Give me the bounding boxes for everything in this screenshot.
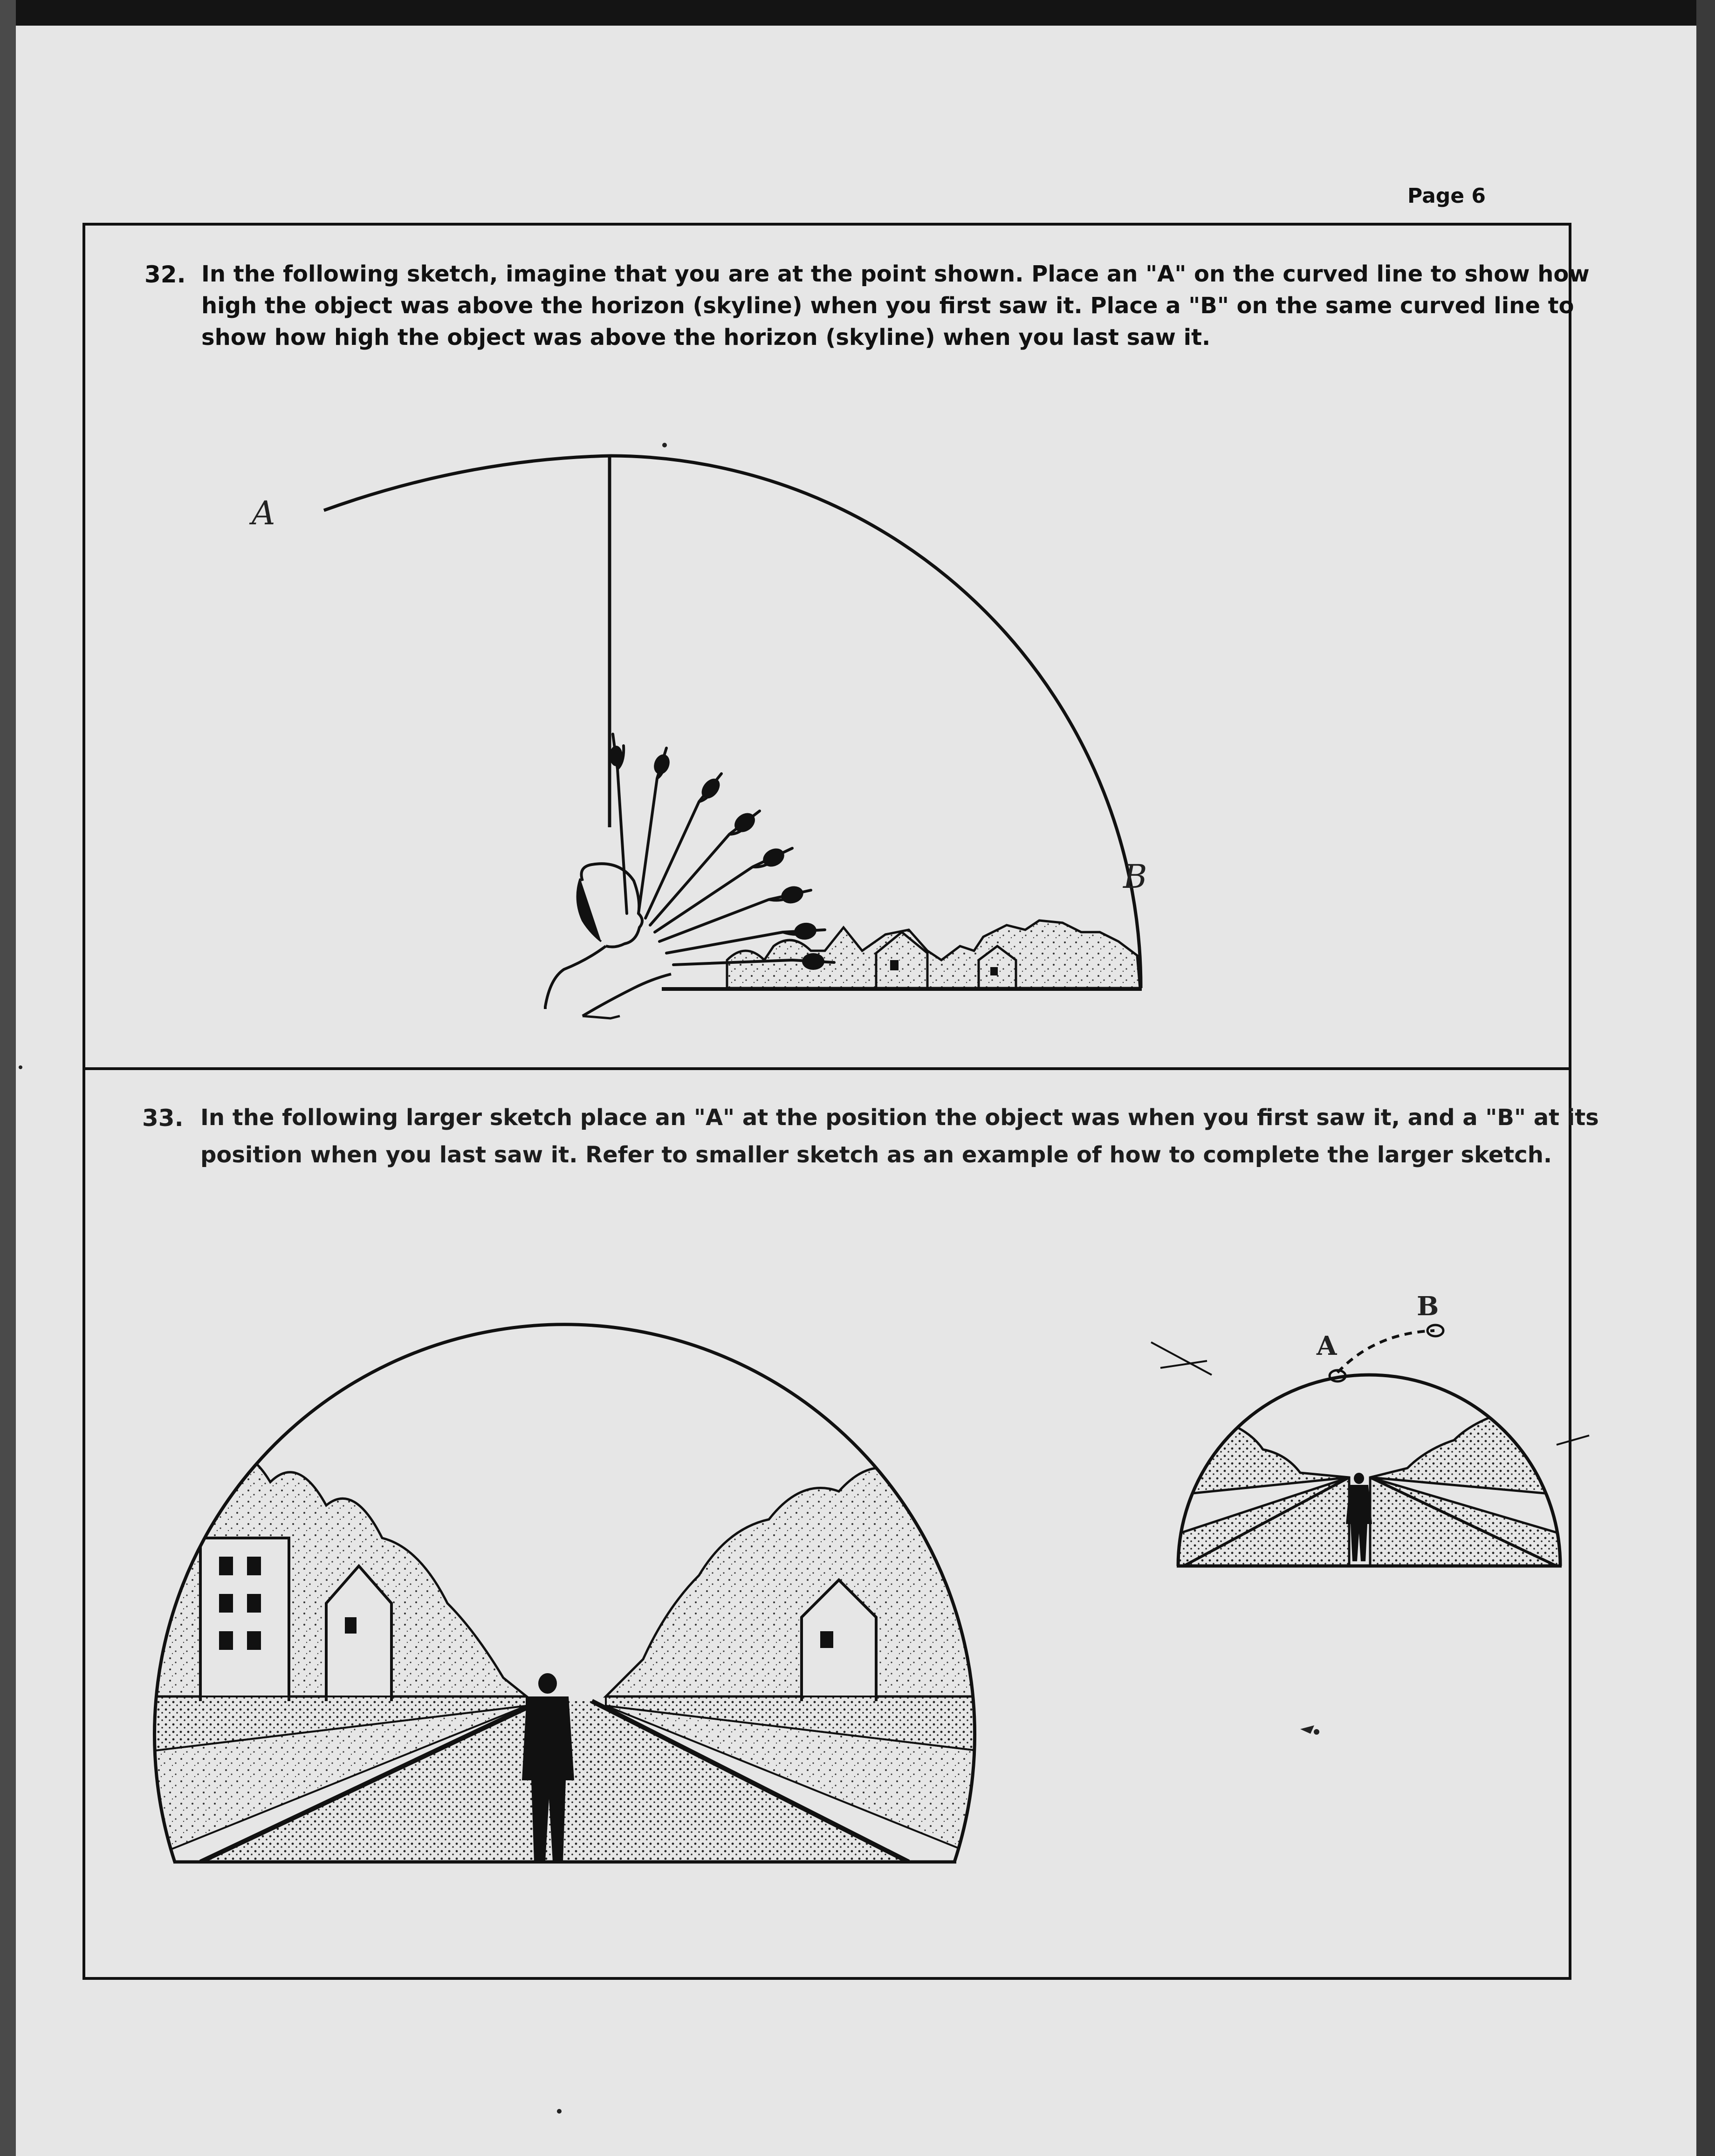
handwritten-b-mark: B — [1123, 858, 1147, 896]
q32-line-1: In the following sketch, imagine that you are at the point shown. Place an "A" on the curved line to show how — [201, 261, 1590, 287]
q33-large-sketch — [140, 1325, 993, 1862]
q32-sketch — [324, 454, 1142, 1018]
example-a-label: A — [1317, 1331, 1337, 1361]
q33-example-sketch — [1151, 1325, 1589, 1566]
page-number: Page 6 — [1407, 184, 1486, 208]
q33-number: 33. — [142, 1105, 184, 1132]
example-b-label: B — [1417, 1291, 1439, 1322]
q32-line-2: high the object was above the horizon (skyline) when you first saw it. Place a "B" on the same curved line to — [201, 293, 1574, 319]
q33-line-2: position when you last saw it. Refer to smaller sketch as an example of how to complete the larger sketch. — [200, 1142, 1552, 1168]
handwritten-a-mark: A — [252, 494, 275, 532]
q33-line-1: In the following larger sketch place an "A" at the position the object was when you first saw it, and a "B" at its — [200, 1105, 1599, 1131]
q32-line-3: show how high the object was above the horizon (skyline) when you last saw it. — [201, 324, 1211, 350]
q32-number: 32. — [144, 261, 186, 288]
